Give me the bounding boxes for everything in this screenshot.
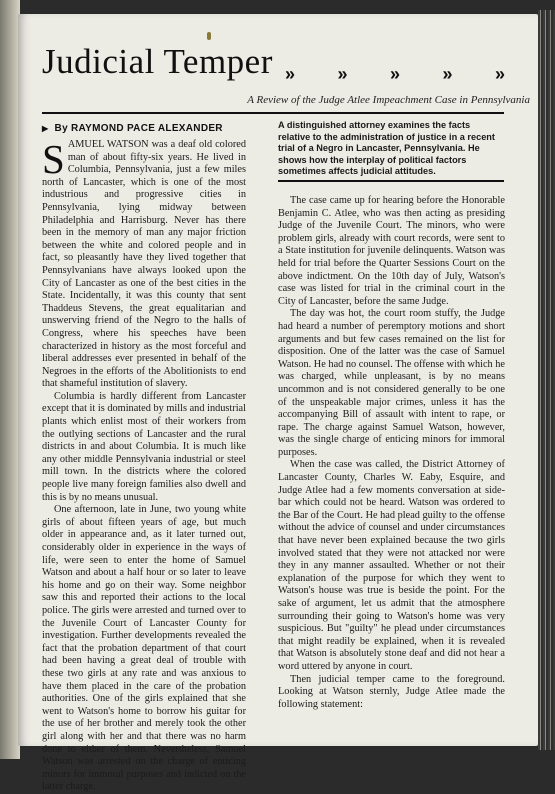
paragraph: The day was hot, the court room stuffy, the Judge had heard a number of peremptory motions and short arguments and but few cases remained on the list for disposition. One of the latter was the case of Samuel Watson. He had no counsel. The offense with which he was charged, while unpleasant, is by no means uncommon and is not considered generally to be one of the unspeakable major crimes, unless it has the accompanying Bill of assault with intent to rape, or rape. The charge against Samuel Watson, however, was the single charge of enticing minors for immoral purposes.: [278, 308, 505, 458]
left-column: [42, 136, 246, 794]
paragraph-text: AMUEL WATSON was a deaf old colored man of about fifty-six years. He lived in Columbia, Pennsylvania, just a few miles north of Lancaster, which is one of the most industrious and progressive cities in Pennsylvania, lying midway between Philadelphia and Harrisburg. Never has there been in the memory of man any major friction between the white and colored people and in fact, so pleasantly have they lived together that Pennsylvanians have always looked upon the City of Lancaster as one of the best cities in the State. Incidentally, it was this county that sent Thaddeus Stevens, the great equalitarian and unswerving friend of the Negro to the halls of Congress, where his speeches have been characterized in history as the most forceful and liberal addresses ever presented in behalf of the Negroes in the efforts of the Abolitionists to end that shameful institution of slavery.: [42, 139, 246, 390]
article-subtitle: A Review of the Judge Atlee Impeachment Case in Pennsylvania: [247, 94, 530, 106]
paragraph: The case came up for hearing before the Honorable Benjamin C. Atlee, who was then acting as presiding Judge of the Juvenile Court. The minors, who were problem girls, already with court records, were sent to a State institution for juvenile delinquents. Watson was held for trial before the Quarter Sessions Court on the above indictment. On the 10th day of July, Watson's case was listed for trial in the criminal court in the City of Lancaster, before the same Judge.: [278, 195, 505, 307]
title-chevrons: [285, 64, 503, 85]
summary-rule: [278, 180, 504, 182]
chevron-ornament: »: [389, 64, 398, 84]
book-gutter: [0, 0, 20, 759]
paragraph: Columbia is hardly different from Lancaster except that it is dominated by mills and industrial plants which enlist most of their workers from the outlying sections of Lancaster and the rural districts in and about Columbia. It is much like any other middle Pennsylvania industrial or steel mill town. In the districts where the colored people live many foreign families also dwell and this is by no means unusual.: [42, 390, 246, 503]
chevron-ornament: »: [494, 64, 503, 84]
paragraph: [42, 136, 246, 391]
byline: [42, 123, 223, 134]
chevron-ornament: »: [337, 64, 346, 84]
title-rule: [42, 112, 504, 114]
right-column: [278, 195, 505, 711]
author-name: RAYMOND PACE ALEXANDER: [71, 123, 223, 134]
drop-cap: S: [42, 136, 65, 182]
page-edge-stack: [538, 10, 555, 750]
page-mark: [207, 32, 211, 40]
paragraph: When the case was called, the District Attorney of Lancaster County, Charles W. Eaby, Esquire, and Judge Atlee had a few moments conversation at side-bar which could not be heard. Watson was ordered to the Bar of the Court. He had plead guilty to the offense without the advice of counsel and under circumstances that have never been explained because the two girls involved stated that they were not attacked nor were they in any manner assaulted. Whether or not their explanation of the purpose for which they went to Watson's house was true is beside the point. For the sake of argument, let us admit that the atmosphere surrounding their going to Watson's home was very suspicious. But "guilty" he plead under circumstances that might readily be explained, when it is revealed that Watson is absolutely stone deaf and did not hear a word uttered by anyone in court.: [278, 459, 505, 672]
bullet-icon: ▶: [42, 124, 49, 133]
paragraph: Then judicial temper came to the foreground. Looking at Watson sternly, Judge Atlee made the following statement:: [278, 673, 505, 710]
chevron-ornament: »: [442, 64, 451, 84]
byline-prefix: By: [54, 123, 68, 134]
article-title: Judicial Temper: [42, 42, 273, 81]
chevron-ornament: »: [285, 64, 294, 84]
paragraph: One afternoon, late in June, two young white girls of about fifteen years of age, but much older in appearance and, as it later turned out, considerably older in experience in the ways of life, were seen to enter the home of Samuel Watson and about a half hour or so later to leave his home and go on their way. Some neighbor saw this and reported their actions to the local police. The girls were arrested and turned over to the Juvenile Court of Lancaster County for investigation. Further developments revealed the fact that the probation department of that court had been having a great deal of trouble with these two girls at any rate and was anxious to have them placed in the care of the probation authorities. One of the girls explained that she went to Watson's home to borrow his guitar for the use of her brother and merely took the other girl along with her and that there was no harm done to either of them. Nevertheless, Samuel Watson was arrested on the charge of enticing minors for immoral purposes and indicted on the latter charge.: [42, 504, 246, 793]
article-summary: A distinguished attorney examines the facts relative to the administration of justice in a recent trial of a Negro in Lancaster, Pennsylvania. He shows how the interplay of political factors sometimes affects judicial attitudes.: [278, 120, 495, 177]
